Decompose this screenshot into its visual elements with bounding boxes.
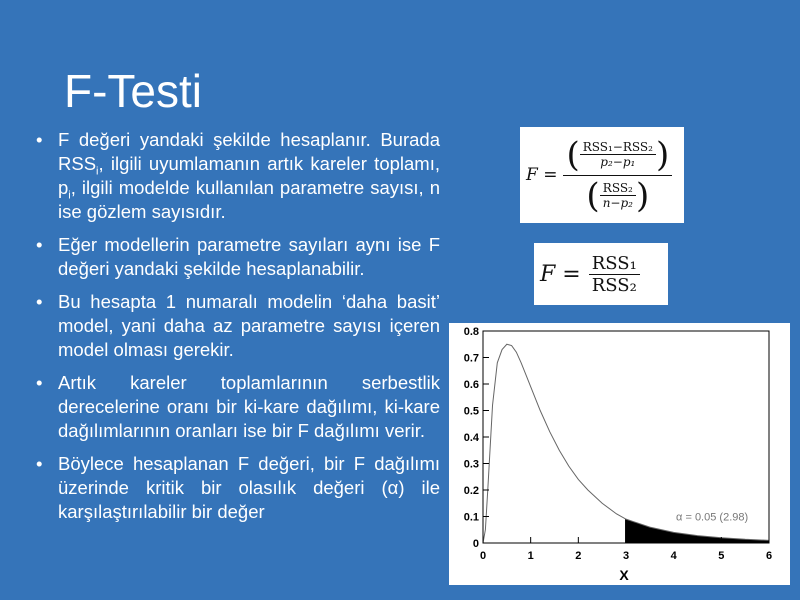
inner-fraction-top bbox=[580, 140, 656, 169]
numerator: ( $\frac{\text{RSS₁−RSS₂}}{\text{p₂−p₁}}$ ) bbox=[566, 134, 670, 175]
y-tick-label: 0.2 bbox=[463, 485, 479, 497]
subscript: i bbox=[68, 189, 71, 202]
y-tick-label: 0.6 bbox=[463, 379, 479, 391]
f-formula-simple bbox=[534, 243, 668, 305]
denominator: ( $\frac{\text{RSS₂}}{\text{n−p₂}}$ ) bbox=[586, 175, 650, 216]
bullet-text: , ilgili uyumlamanın artık kareler toplamı, p bbox=[58, 153, 440, 198]
f-distribution-chart bbox=[449, 323, 790, 585]
bullet-item: • Eğer modellerin parametre sayıları aynı ise F değeri yandaki şekilde hesaplanabilir. bbox=[36, 233, 440, 281]
slide-title: F-Testi bbox=[64, 65, 202, 117]
y-tick-label: 0.7 bbox=[463, 352, 479, 365]
rss1: RSS₁ bbox=[591, 252, 637, 274]
bullet-item bbox=[36, 128, 440, 224]
bullet-list bbox=[36, 128, 440, 533]
x-tick-label: 3 bbox=[622, 550, 630, 562]
x-tick-label: 1 bbox=[527, 550, 534, 562]
x-tick-label: 2 bbox=[575, 550, 582, 562]
subscript: i bbox=[96, 165, 99, 178]
alpha-annotation: α = 0.05 (2.98) bbox=[676, 511, 749, 524]
y-tick-label: 0.4 bbox=[463, 432, 479, 444]
bullet-text: F değeri yandaki şekilde hesaplanır. Burada RSS bbox=[58, 129, 440, 174]
main-fraction bbox=[563, 135, 672, 216]
x-tick-label: 6 bbox=[765, 550, 773, 562]
bullet-item: • Böylece hesaplanan F değeri, bir F dağılımı üzerinde kritik bir olasılık değeri (α) ile karşılaştırılabilir bir değer bbox=[36, 452, 440, 524]
bullet-text: , ilgili modelde kullanılan parametre sayısı, n ise gözlem sayısıdır. bbox=[58, 177, 440, 222]
x-tick-label: 0 bbox=[479, 550, 487, 562]
x-axis-label: X bbox=[619, 567, 629, 583]
p-difference: p₂−p₁ bbox=[600, 155, 636, 169]
f-formula-general bbox=[520, 127, 684, 223]
x-tick-label: 4 bbox=[670, 550, 677, 562]
rss2: RSS₂ bbox=[591, 274, 637, 296]
chart-svg bbox=[449, 323, 790, 585]
y-tick-label: 0.3 bbox=[463, 458, 479, 471]
y-tick-label: 0.8 bbox=[463, 326, 479, 338]
y-tick-label: 0.1 bbox=[463, 511, 479, 524]
y-tick-label: 0.5 bbox=[463, 405, 479, 418]
fraction bbox=[589, 253, 640, 296]
rss2: RSS₂ bbox=[602, 181, 633, 195]
formula-lhs: F = bbox=[526, 165, 558, 185]
n-minus-p2: n−p₂ bbox=[602, 196, 633, 210]
bullet-item: • Bu hesapta 1 numaralı modelin ‘daha basit’ model, yani daha az parametre sayısı içeren model olması gerekir. bbox=[36, 290, 440, 362]
bullet-item: • Artık kareler toplamlarının serbestlik derecelerine oranı bir ki-kare dağılımı, ki-kare dağılımlarının oranları ise bir F dağılımı verir. bbox=[36, 371, 440, 443]
formula-lhs: F = bbox=[540, 261, 581, 287]
x-tick-label: 5 bbox=[718, 550, 725, 562]
rss-difference: RSS₁−RSS₂ bbox=[582, 140, 653, 154]
y-tick-label: 0 bbox=[472, 538, 479, 550]
inner-fraction-bottom bbox=[600, 181, 636, 210]
